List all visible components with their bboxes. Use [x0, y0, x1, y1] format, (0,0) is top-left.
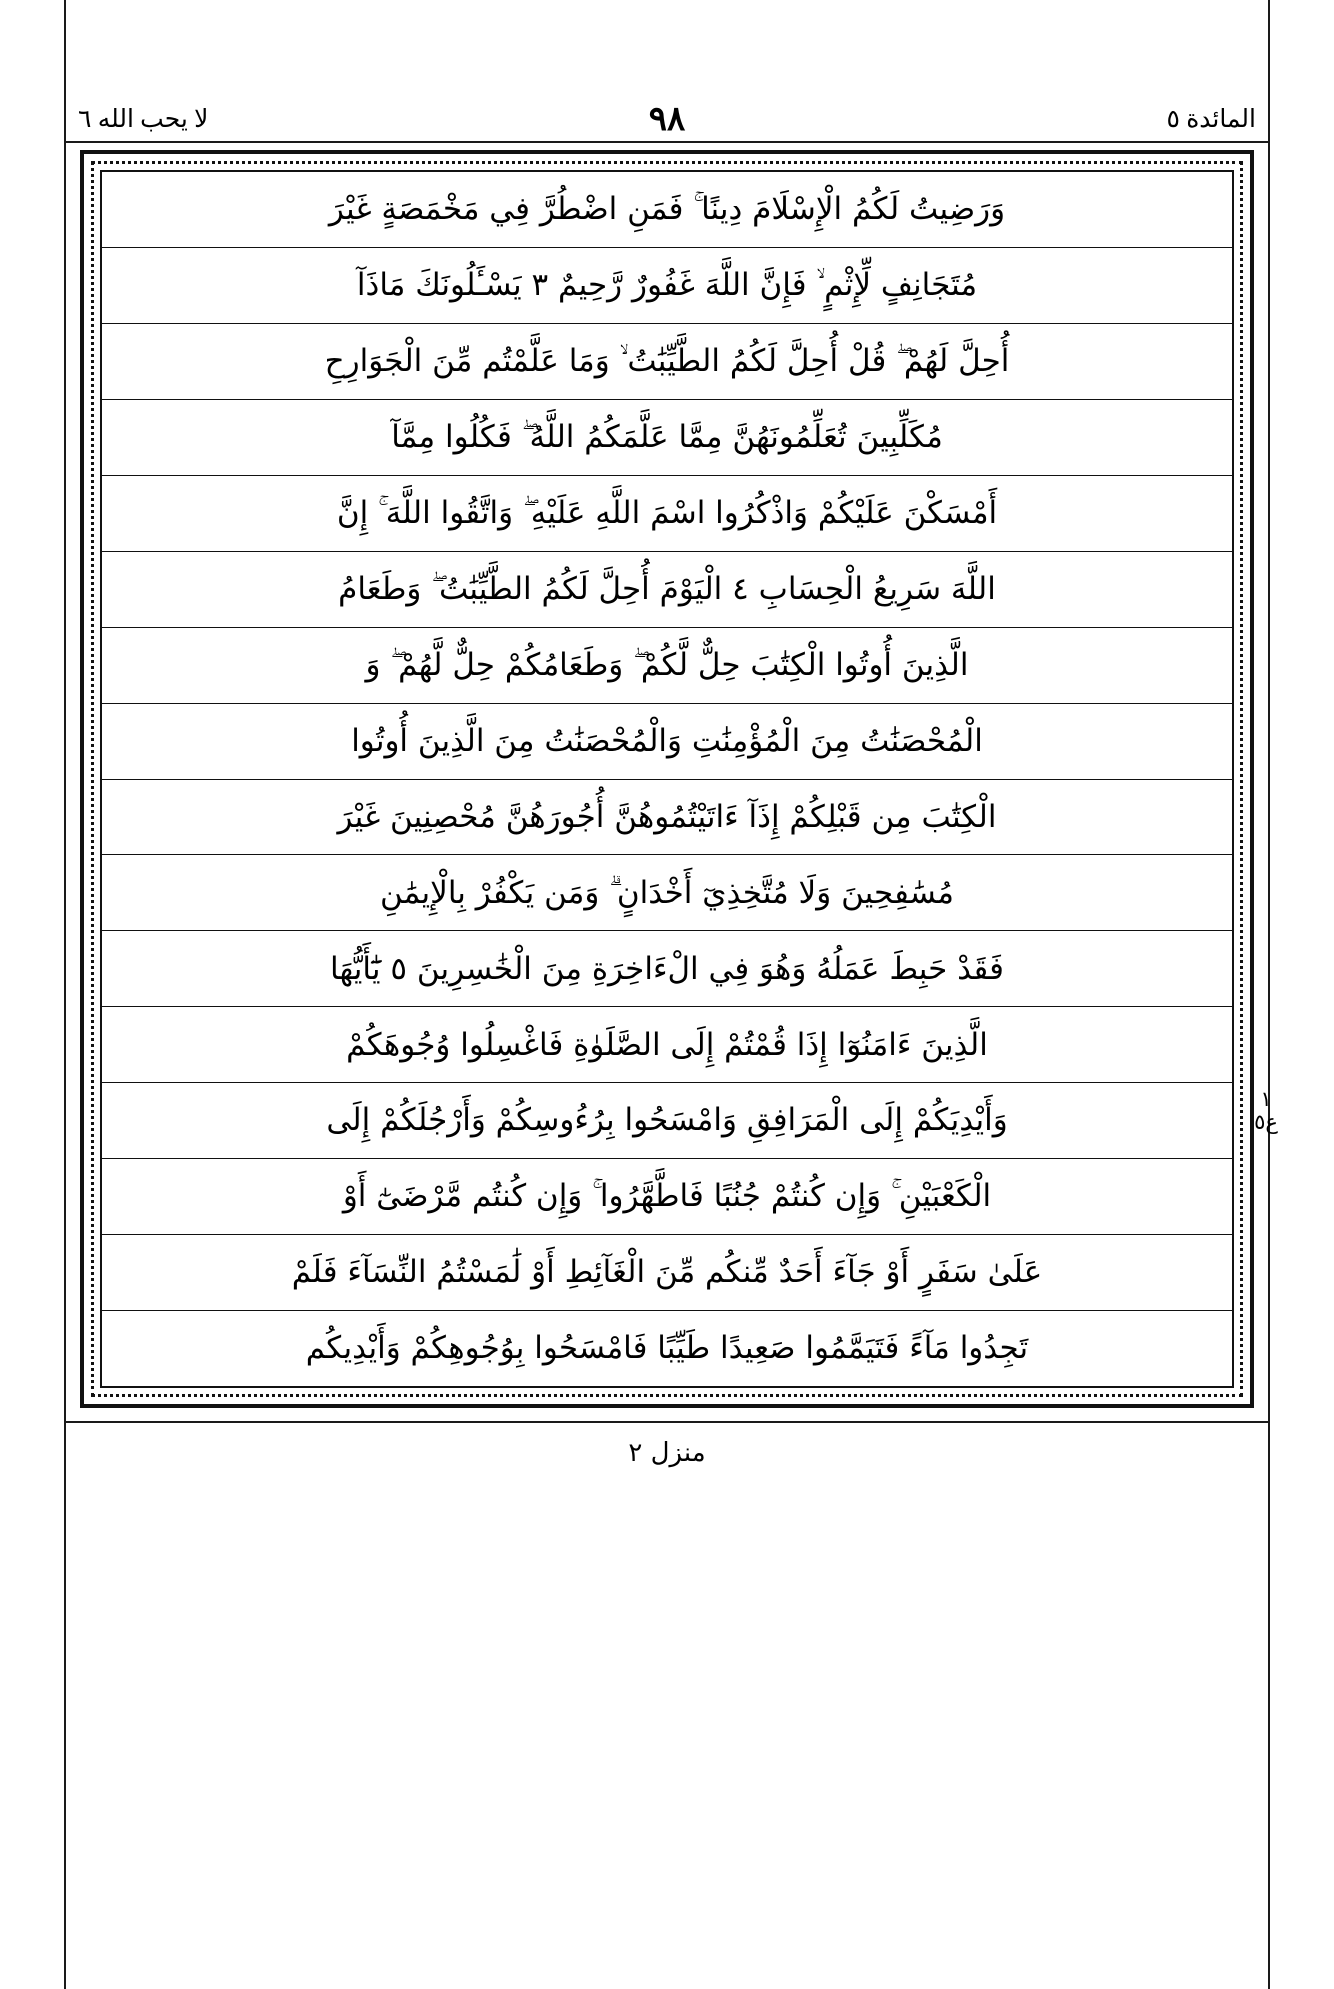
ayah-line	[102, 855, 1232, 931]
ayah-line	[102, 1311, 1232, 1386]
footer-divider	[64, 1421, 1270, 1423]
ayah-line	[102, 628, 1232, 704]
ayah-line	[102, 552, 1232, 628]
ruku-marker	[1243, 1088, 1289, 1134]
ayah-line	[102, 172, 1232, 248]
text-frame-dotted-border	[91, 161, 1243, 1397]
ayah-text: تَجِدُوا مَآءً فَتَيَمَّمُوا صَعِيدًا طَيِّبًا فَامْسَحُوا بِوُجُوهِكُمْ وَأَيْدِيكُم	[305, 1330, 1029, 1367]
ayah-line	[102, 704, 1232, 780]
page-edge-rule-left	[64, 0, 66, 1989]
ayah-line	[102, 324, 1232, 400]
ayah-line	[102, 476, 1232, 552]
ayah-text: فَقَدْ حَبِطَ عَمَلُهُ وَهُوَ فِي الْءَاخِرَةِ مِنَ الْخَٰسِرِينَ ٥ يَٰٓأَيُّهَا	[330, 950, 1004, 987]
ayah-line	[102, 1007, 1232, 1083]
page-edge-rule-right	[1268, 0, 1270, 1989]
ayah-text: الَّذِينَ أُوتُوا الْكِتَٰبَ حِلٌّ لَّكُمْ ۖ وَطَعَامُكُمْ حِلٌّ لَّهُمْ ۖ وَ	[365, 646, 969, 683]
ayah-text: مُتَجَانِفٍ لِّإِثْمٍ ۙ فَإِنَّ اللَّهَ غَفُورٌ رَّحِيمٌ ٣ يَسْـَٔلُونَكَ مَاذَآ	[356, 267, 978, 304]
ruku-marker-bottom: ع٥	[1254, 1110, 1278, 1135]
ayah-text: أَمْسَكْنَ عَلَيْكُمْ وَاذْكُرُوا اسْمَ اللَّهِ عَلَيْهِ ۖ وَاتَّقُوا اللَّهَ ۚ إِنَّ	[336, 494, 998, 531]
ayah-line	[102, 780, 1232, 856]
ayah-line	[102, 1235, 1232, 1311]
ayah-line	[102, 1159, 1232, 1235]
page-footer	[0, 1438, 1334, 1468]
ayah-line	[102, 1083, 1232, 1159]
ayah-line	[102, 931, 1232, 1007]
text-frame	[80, 150, 1254, 1408]
ayah-line	[102, 400, 1232, 476]
ayah-text: مُكَلِّبِينَ تُعَلِّمُونَهُنَّ مِمَّا عَلَّمَكُمُ اللَّهُ ۖ فَكُلُوا مِمَّآ	[391, 419, 943, 455]
ayah-lines-container	[100, 170, 1234, 1388]
header-divider	[64, 141, 1270, 143]
page-number: ٩٨	[648, 101, 686, 138]
ayah-text: الْكِتَٰبَ مِن قَبْلِكُمْ إِذَآ ءَاتَيْتُمُوهُنَّ أُجُورَهُنَّ مُحْصِنِينَ غَيْرَ	[337, 798, 997, 835]
page-header	[78, 96, 1256, 142]
ayah-text: أُحِلَّ لَهُمْ ۖ قُلْ أُحِلَّ لَكُمُ الطَّيِّبَٰتُ ۙ وَمَا عَلَّمْتُم مِّنَ الْجَوَارِحِ	[324, 343, 1010, 380]
ayah-line	[102, 248, 1232, 324]
ayah-text: الْكَعْبَيْنِ ۚ وَإِن كُنتُمْ جُنُبًا فَاطَّهَّرُوا ۚ وَإِن كُنتُم مَّرْضَىٰٓ أَوْ	[342, 1178, 992, 1215]
ayah-text: الْمُحْصَنَٰتُ مِنَ الْمُؤْمِنَٰتِ وَالْمُحْصَنَٰتُ مِنَ الَّذِينَ أُوتُوا	[351, 722, 983, 759]
ruku-marker-top: ١	[1260, 1087, 1272, 1111]
juz-label: لا يحب الله ٦	[78, 106, 209, 133]
ayah-text: وَرَضِيتُ لَكُمُ الْإِسْلَامَ دِينًا ۚ فَمَنِ اضْطُرَّ فِي مَخْمَصَةٍ غَيْرَ	[328, 191, 1006, 228]
surah-label: المائدة ٥	[1166, 106, 1256, 133]
ayah-text: عَلَىٰ سَفَرٍ أَوْ جَآءَ أَحَدٌ مِّنكُم مِّنَ الْغَآئِطِ أَوْ لَٰمَسْتُمُ النِّسَآءَ فَلَمْ	[291, 1254, 1043, 1291]
manzil-label: منزل ٢	[628, 1438, 706, 1468]
ayah-text: مُسَٰفِحِينَ وَلَا مُتَّخِذِيٓ أَخْدَانٍ ۗ وَمَن يَكْفُرْ بِالْإِيمَٰنِ	[380, 874, 954, 911]
ayah-text: وَأَيْدِيَكُمْ إِلَى الْمَرَافِقِ وَامْسَحُوا بِرُءُوسِكُمْ وَأَرْجُلَكُمْ إِلَى	[326, 1102, 1008, 1139]
ayah-text: الَّذِينَ ءَامَنُوٓا إِذَا قُمْتُمْ إِلَى الصَّلَوٰةِ فَاغْسِلُوا وُجُوهَكُمْ	[346, 1026, 988, 1063]
ayah-text: اللَّهَ سَرِيعُ الْحِسَابِ ٤ الْيَوْمَ أُحِلَّ لَكُمُ الطَّيِّبَٰتُ ۖ وَطَعَامُ	[338, 570, 996, 607]
